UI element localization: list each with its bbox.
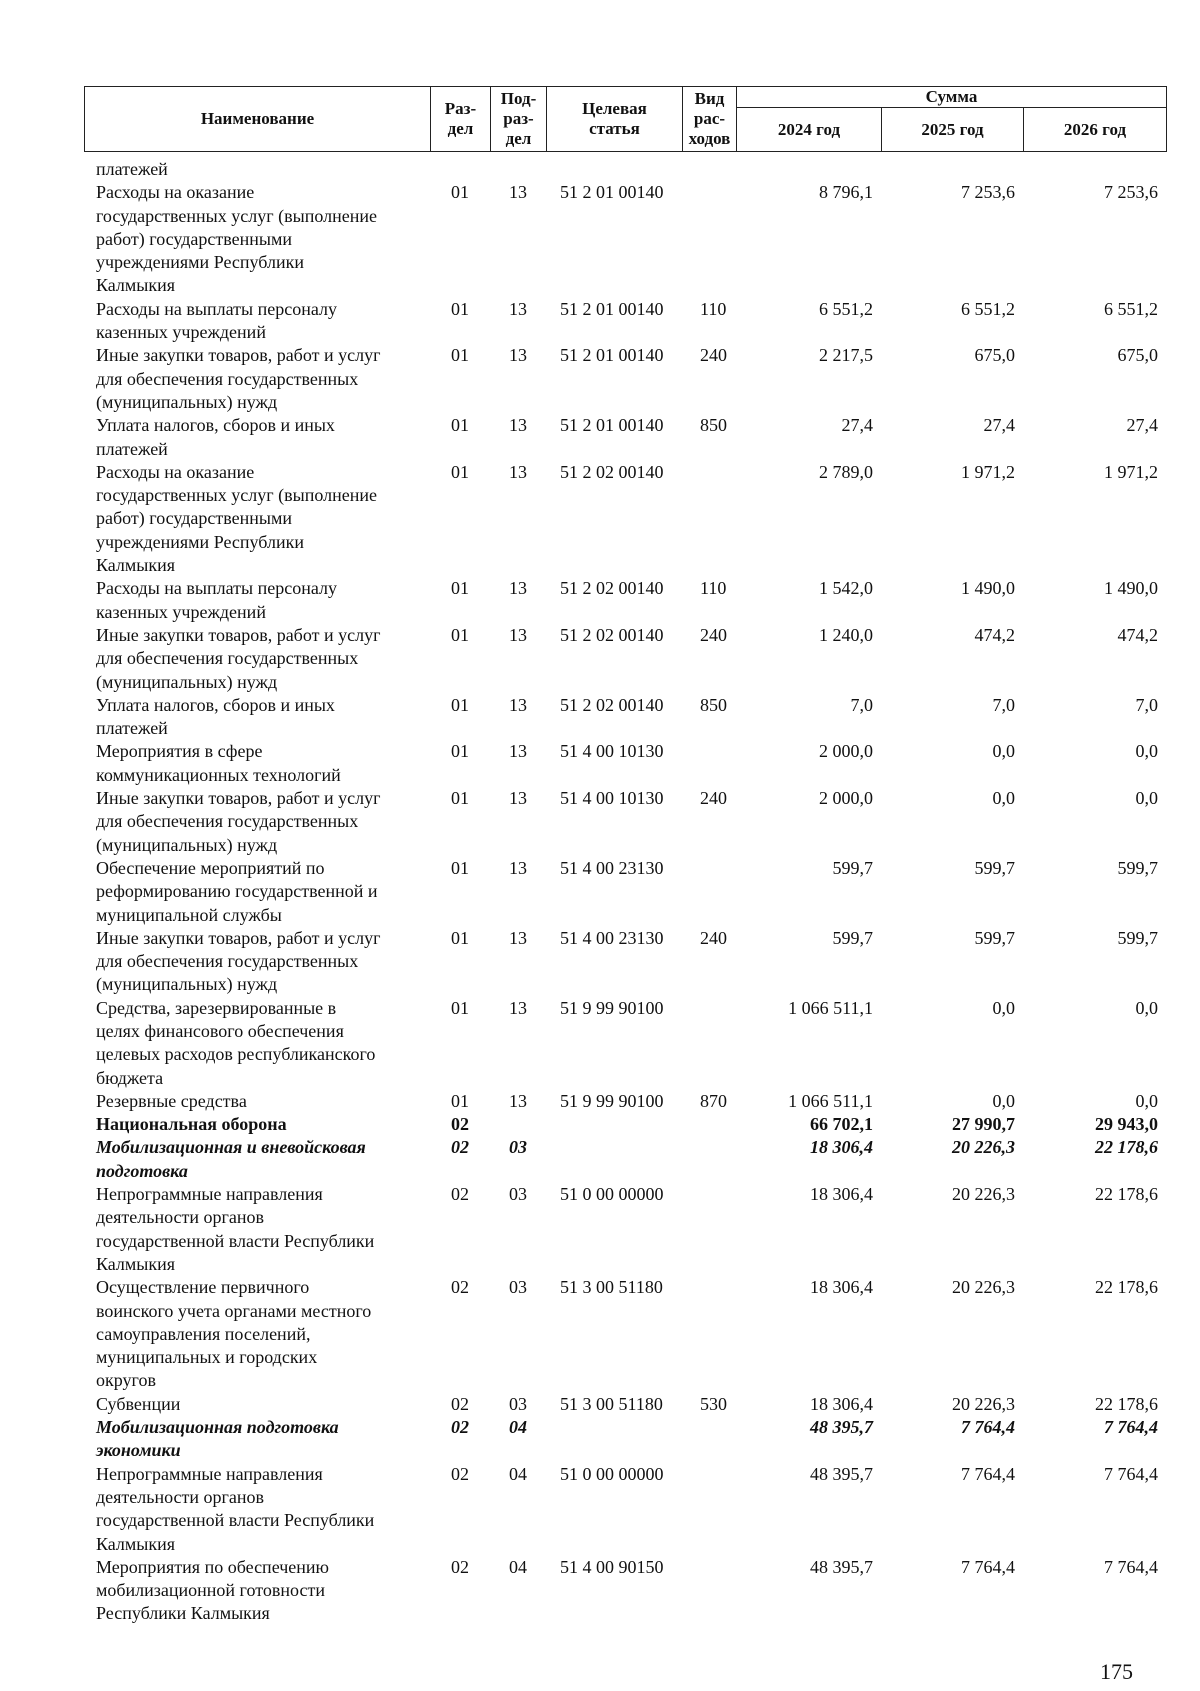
row-podrazdel: 03 (509, 1393, 527, 1414)
row-sum-2026 (1023, 158, 1166, 181)
row-sum-2024: 18 306,4 (810, 1137, 873, 1158)
header-celevaya-line: Целевая (582, 99, 647, 118)
row-sum-2026: 0,0 (1135, 741, 1158, 762)
row-name-line: (муниципальных) нужд (96, 834, 278, 855)
row-name-line: платежей (96, 159, 168, 179)
row-podrazdel: 13 (509, 298, 527, 319)
row-name (84, 787, 430, 857)
row-name (84, 1183, 430, 1276)
table-row (84, 1556, 1166, 1626)
row-name-line: Непрограммные направления (96, 1184, 323, 1205)
row-sum-2025: 7 764,4 (961, 1463, 1015, 1484)
row-podrazdel: 03 (509, 1277, 527, 1298)
row-name-line: Уплата налогов, сборов и иных (96, 694, 335, 715)
row-vid (682, 997, 736, 1090)
table-row (84, 624, 1166, 694)
row-name-line: Расходы на выплаты персоналу (96, 298, 337, 319)
row-vid (682, 1136, 736, 1183)
row-celevaya: 51 4 00 23130 (560, 927, 664, 948)
row-sum-2026: 7 764,4 (1104, 1556, 1158, 1577)
row-name-line: экономики (96, 1440, 181, 1461)
row-celevaya: 51 2 01 00140 (560, 298, 664, 319)
header-vid (683, 87, 737, 152)
row-razdel: 01 (451, 415, 469, 436)
row-name-line: казенных учреждений (96, 601, 266, 622)
row-podrazdel (490, 1113, 546, 1136)
row-name-line: (муниципальных) нужд (96, 671, 278, 692)
row-name-line: (муниципальных) нужд (96, 974, 278, 995)
page-number: 175 (1100, 1659, 1133, 1684)
row-celevaya: 51 2 02 00140 (560, 461, 664, 482)
row-sum-2026: 7 764,4 (1104, 1463, 1158, 1484)
header-vid-line: Вид (694, 89, 725, 108)
row-name-line: учреждениями Республики (96, 252, 304, 273)
row-vid (682, 181, 736, 297)
table-row (84, 461, 1166, 577)
row-sum-2024: 18 306,4 (810, 1277, 873, 1298)
row-razdel: 01 (451, 788, 469, 809)
row-name-line: муниципальных и городских (96, 1347, 318, 1368)
row-name-line: государственной власти Республики (96, 1230, 375, 1251)
row-name (84, 1556, 430, 1626)
table-row (84, 927, 1166, 997)
row-sum-2024: 8 796,1 (819, 182, 873, 203)
row-sum-2025: 27 990,7 (952, 1114, 1015, 1135)
row-sum-2025: 474,2 (974, 624, 1015, 645)
row-sum-2024: 2 000,0 (819, 741, 873, 762)
row-celevaya: 51 0 00 00000 (560, 1463, 664, 1484)
header-podrazdel-line: Под- (500, 89, 537, 108)
row-celevaya: 51 2 02 00140 (560, 624, 664, 645)
row-sum-2026: 675,0 (1117, 345, 1158, 366)
row-vid (682, 1416, 736, 1463)
row-podrazdel: 03 (509, 1184, 527, 1205)
table-row (84, 997, 1166, 1090)
row-celevaya: 51 4 00 10130 (560, 741, 664, 762)
row-name (84, 344, 430, 414)
row-name-line: мобилизационной готовности (96, 1580, 325, 1601)
row-name (84, 1276, 430, 1392)
row-vid: 850 (700, 694, 727, 715)
row-name-line: работ) государственными (96, 228, 293, 249)
row-celevaya (546, 158, 682, 181)
row-sum-2025: 7 764,4 (961, 1417, 1015, 1438)
row-podrazdel: 04 (509, 1556, 527, 1577)
header-razdel-line: дел (447, 119, 474, 138)
row-name-line: Калмыкия (96, 1253, 176, 1274)
row-name-line: Иные закупки товаров, работ и услуг (96, 624, 381, 645)
row-name-line: Уплата налогов, сборов и иных (96, 415, 335, 436)
row-razdel: 01 (451, 298, 469, 319)
row-sum-2024: 599,7 (832, 927, 873, 948)
row-name-line: Мобилизационная подготовка (96, 1417, 339, 1438)
row-name-line: для обеспечения государственных (96, 811, 359, 832)
budget-table (84, 158, 1166, 1626)
row-celevaya: 51 4 00 23130 (560, 857, 664, 878)
row-podrazdel: 13 (509, 857, 527, 878)
row-name-line: платежей (96, 718, 168, 739)
row-name (84, 1463, 430, 1556)
table-header (84, 86, 1167, 152)
row-celevaya (546, 1416, 682, 1463)
row-name-line: Средства, зарезервированные в (96, 997, 337, 1018)
row-name-line: Мероприятия по обеспечению (96, 1556, 329, 1577)
row-razdel: 02 (451, 1184, 469, 1205)
row-sum-2024: 2 000,0 (819, 788, 873, 809)
row-sum-2025 (881, 158, 1023, 181)
row-sum-2026: 599,7 (1117, 927, 1158, 948)
row-sum-2024: 18 306,4 (810, 1393, 873, 1414)
table-row (84, 1136, 1166, 1183)
row-razdel: 01 (451, 997, 469, 1018)
row-razdel: 02 (451, 1556, 469, 1577)
row-name-line: деятельности органов (96, 1486, 265, 1507)
row-name (84, 577, 430, 624)
row-podrazdel: 13 (509, 624, 527, 645)
row-razdel: 01 (451, 578, 469, 599)
row-name (84, 927, 430, 997)
row-celevaya: 51 4 00 10130 (560, 788, 664, 809)
row-celevaya: 51 9 99 90100 (560, 1090, 664, 1111)
row-sum-2025: 1 490,0 (961, 578, 1015, 599)
row-sum-2024: 6 551,2 (819, 298, 873, 319)
row-name-line: Калмыкия (96, 555, 176, 576)
row-name-line: деятельности органов (96, 1207, 265, 1228)
row-podrazdel: 13 (509, 578, 527, 599)
row-name-line: государственной власти Республики (96, 1510, 375, 1531)
row-name (84, 740, 430, 787)
row-sum-2024: 599,7 (832, 857, 873, 878)
row-sum-2025: 27,4 (983, 415, 1015, 436)
row-name-line: Республики Калмыкия (96, 1603, 270, 1624)
row-celevaya: 51 3 00 51180 (560, 1393, 663, 1414)
row-sum-2026: 0,0 (1135, 1090, 1158, 1111)
row-name-line: Непрограммные направления (96, 1463, 323, 1484)
row-sum-2026: 7 253,6 (1104, 182, 1158, 203)
row-podrazdel: 13 (509, 182, 527, 203)
row-name-line: (муниципальных) нужд (96, 391, 278, 412)
row-vid (682, 461, 736, 577)
row-celevaya: 51 4 00 90150 (560, 1556, 664, 1577)
row-sum-2025: 0,0 (992, 788, 1015, 809)
row-sum-2025: 7,0 (992, 694, 1015, 715)
row-name (84, 857, 430, 927)
table-row (84, 181, 1166, 297)
row-sum-2026: 29 943,0 (1095, 1114, 1158, 1135)
row-name-line: Иные закупки товаров, работ и услуг (96, 788, 381, 809)
table-row (84, 1276, 1166, 1392)
header-podrazdel-line: дел (505, 129, 532, 148)
table-row (84, 1416, 1166, 1463)
row-razdel: 01 (451, 345, 469, 366)
row-podrazdel: 04 (509, 1417, 527, 1438)
row-podrazdel: 13 (509, 461, 527, 482)
header-podrazdel (491, 87, 547, 152)
row-name-line: бюджета (96, 1067, 164, 1088)
table-row (84, 1183, 1166, 1276)
row-sum-2024: 1 066 511,1 (788, 1090, 873, 1111)
row-razdel: 02 (451, 1114, 469, 1135)
row-celevaya: 51 2 01 00140 (560, 415, 664, 436)
row-celevaya: 51 3 00 51180 (560, 1277, 663, 1298)
table-row (84, 694, 1166, 741)
budget-rows (84, 158, 1166, 1626)
header-year-2026: 2026 год (1024, 108, 1167, 152)
row-podrazdel: 13 (509, 927, 527, 948)
header-summa: Сумма (737, 87, 1167, 108)
row-sum-2024: 2 789,0 (819, 461, 873, 482)
row-sum-2026: 1 971,2 (1104, 461, 1158, 482)
row-sum-2024: 1 240,0 (819, 624, 873, 645)
row-sum-2026: 22 178,6 (1095, 1277, 1158, 1298)
row-razdel: 02 (451, 1417, 469, 1438)
row-sum-2025: 20 226,3 (952, 1137, 1015, 1158)
row-name (84, 1136, 430, 1183)
row-sum-2025: 20 226,3 (952, 1184, 1015, 1205)
row-sum-2025: 599,7 (974, 857, 1015, 878)
row-name (84, 1393, 430, 1416)
row-name-line: Расходы на оказание (96, 182, 255, 203)
row-sum-2026: 22 178,6 (1095, 1393, 1158, 1414)
row-name (84, 414, 430, 461)
row-name-line: для обеспечения государственных (96, 648, 359, 669)
row-name-line: казенных учреждений (96, 322, 266, 343)
row-sum-2025: 7 253,6 (961, 182, 1015, 203)
row-name (84, 1113, 430, 1136)
row-name-line: Национальная оборона (96, 1114, 287, 1135)
table-row (84, 298, 1166, 345)
row-name-line: самоуправления поселений, (96, 1323, 311, 1344)
row-name (84, 298, 430, 345)
row-razdel: 01 (451, 927, 469, 948)
row-razdel: 02 (451, 1463, 469, 1484)
row-podrazdel: 13 (509, 415, 527, 436)
row-name (84, 1090, 430, 1113)
row-vid: 870 (700, 1090, 727, 1111)
table-row (84, 857, 1166, 927)
row-vid (682, 740, 736, 787)
row-sum-2024 (736, 158, 881, 181)
row-vid: 240 (700, 345, 727, 366)
row-sum-2025: 0,0 (992, 1090, 1015, 1111)
row-name (84, 181, 430, 297)
row-sum-2024: 48 395,7 (810, 1417, 873, 1438)
row-sum-2025: 0,0 (992, 997, 1015, 1018)
row-name (84, 461, 430, 577)
row-sum-2025: 20 226,3 (952, 1393, 1015, 1414)
row-vid (682, 857, 736, 927)
row-razdel (430, 158, 490, 181)
row-sum-2026: 22 178,6 (1095, 1184, 1158, 1205)
row-razdel: 02 (451, 1277, 469, 1298)
row-podrazdel: 13 (509, 788, 527, 809)
row-vid (682, 1556, 736, 1626)
table-row (84, 787, 1166, 857)
row-vid: 530 (700, 1393, 727, 1414)
row-name-line: муниципальной службы (96, 904, 282, 925)
row-celevaya (546, 1136, 682, 1183)
row-name-line: для обеспечения государственных (96, 368, 359, 389)
row-podrazdel: 03 (509, 1137, 527, 1158)
row-podrazdel: 13 (509, 694, 527, 715)
table-row (84, 158, 1166, 181)
table-row (84, 414, 1166, 461)
row-razdel: 01 (451, 1090, 469, 1111)
row-name-line: работ) государственными (96, 508, 293, 529)
row-name (84, 1416, 430, 1463)
table-row (84, 577, 1166, 624)
row-sum-2024: 48 395,7 (810, 1556, 873, 1577)
row-name-line: Калмыкия (96, 1533, 176, 1554)
row-name-line: Иные закупки товаров, работ и услуг (96, 927, 381, 948)
row-name-line: Мероприятия в сфере (96, 741, 263, 762)
row-name-line: коммуникационных технологий (96, 764, 341, 785)
row-sum-2026: 474,2 (1117, 624, 1158, 645)
row-name-line: Расходы на выплаты персоналу (96, 578, 337, 599)
row-razdel: 02 (451, 1137, 469, 1158)
header-celevaya (547, 87, 683, 152)
row-sum-2025: 6 551,2 (961, 298, 1015, 319)
row-name-line: для обеспечения государственных (96, 951, 359, 972)
header-vid-line: ходов (688, 129, 731, 148)
header-celevaya-line: статья (589, 119, 640, 138)
row-name-line: государственных услуг (выполнение (96, 485, 377, 506)
row-vid (682, 1463, 736, 1556)
row-podrazdel (490, 158, 546, 181)
row-vid (682, 1113, 736, 1136)
row-name (84, 624, 430, 694)
row-sum-2025: 0,0 (992, 741, 1015, 762)
row-name-line: подготовка (96, 1160, 188, 1181)
row-razdel: 01 (451, 694, 469, 715)
row-sum-2025: 599,7 (974, 927, 1015, 948)
table-row (84, 740, 1166, 787)
header-year-2024: 2024 год (737, 108, 882, 152)
row-sum-2026: 27,4 (1126, 415, 1158, 436)
row-vid (682, 1276, 736, 1392)
header-vid-line: рас- (693, 109, 726, 128)
table-row (84, 1393, 1166, 1416)
row-name-line: государственных услуг (выполнение (96, 205, 377, 226)
row-name-line: Обеспечение мероприятий по (96, 857, 325, 878)
table-row (84, 1090, 1166, 1113)
row-name-line: Осуществление первичного (96, 1277, 310, 1298)
header-razdel-line: Раз- (444, 99, 477, 118)
row-sum-2026: 0,0 (1135, 788, 1158, 809)
header-name: Наименование (85, 87, 431, 152)
row-sum-2024: 2 217,5 (819, 345, 873, 366)
row-razdel: 01 (451, 182, 469, 203)
row-sum-2024: 27,4 (841, 415, 873, 436)
row-sum-2026: 7,0 (1135, 694, 1158, 715)
row-sum-2025: 20 226,3 (952, 1277, 1015, 1298)
row-podrazdel: 13 (509, 741, 527, 762)
row-sum-2026: 6 551,2 (1104, 298, 1158, 319)
row-name (84, 694, 430, 741)
row-sum-2026: 7 764,4 (1104, 1417, 1158, 1438)
row-podrazdel: 13 (509, 997, 527, 1018)
row-celevaya: 51 9 99 90100 (560, 997, 664, 1018)
row-name-line: Субвенции (96, 1393, 181, 1414)
row-sum-2024: 7,0 (850, 694, 873, 715)
row-vid: 850 (700, 415, 727, 436)
row-sum-2026: 1 490,0 (1104, 578, 1158, 599)
row-sum-2025: 675,0 (974, 345, 1015, 366)
row-razdel: 01 (451, 624, 469, 645)
row-sum-2024: 18 306,4 (810, 1184, 873, 1205)
row-vid: 110 (700, 298, 727, 319)
table-row (84, 344, 1166, 414)
row-podrazdel: 13 (509, 345, 527, 366)
row-sum-2025: 1 971,2 (961, 461, 1015, 482)
row-razdel: 01 (451, 461, 469, 482)
row-razdel: 01 (451, 741, 469, 762)
row-name-line: учреждениями Республики (96, 531, 304, 552)
row-celevaya: 51 2 01 00140 (560, 182, 664, 203)
row-name-line: Резервные средства (96, 1090, 247, 1111)
row-name-line: целях финансового обеспечения (96, 1020, 344, 1041)
row-name-line: платежей (96, 438, 168, 459)
row-podrazdel: 13 (509, 1090, 527, 1111)
row-razdel: 02 (451, 1393, 469, 1414)
row-name-line: целевых расходов республиканского (96, 1044, 376, 1065)
row-name-line: Мобилизационная и вневойсковая (96, 1137, 366, 1158)
row-vid: 240 (700, 788, 727, 809)
table-row (84, 1463, 1166, 1556)
row-vid: 110 (700, 578, 727, 599)
row-name-line: Расходы на оказание (96, 461, 255, 482)
row-celevaya (546, 1113, 682, 1136)
row-name (84, 997, 430, 1090)
row-celevaya: 51 2 02 00140 (560, 578, 664, 599)
row-razdel: 01 (451, 857, 469, 878)
row-name (84, 158, 430, 181)
header-podrazdel-line: раз- (503, 109, 534, 128)
row-sum-2026: 22 178,6 (1095, 1137, 1158, 1158)
row-name-line: округов (96, 1370, 156, 1391)
row-name-line: Иные закупки товаров, работ и услуг (96, 345, 381, 366)
row-sum-2024: 1 542,0 (819, 578, 873, 599)
row-name-line: реформированию государственной и (96, 881, 378, 902)
row-vid: 240 (700, 624, 727, 645)
row-sum-2026: 0,0 (1135, 997, 1158, 1018)
row-vid: 240 (700, 927, 727, 948)
row-name-line: Калмыкия (96, 275, 176, 296)
header-year-2025: 2025 год (882, 108, 1024, 152)
row-name-line: воинского учета органами местного (96, 1300, 372, 1321)
row-sum-2024: 1 066 511,1 (788, 997, 873, 1018)
row-celevaya: 51 2 01 00140 (560, 345, 664, 366)
row-vid (682, 158, 736, 181)
row-celevaya: 51 0 00 00000 (560, 1184, 664, 1205)
table-row (84, 1113, 1166, 1136)
row-podrazdel: 04 (509, 1463, 527, 1484)
header-razdel (431, 87, 491, 152)
row-sum-2024: 66 702,1 (810, 1114, 873, 1135)
row-vid (682, 1183, 736, 1276)
row-sum-2026: 599,7 (1117, 857, 1158, 878)
row-sum-2025: 7 764,4 (961, 1556, 1015, 1577)
row-sum-2024: 48 395,7 (810, 1463, 873, 1484)
row-celevaya: 51 2 02 00140 (560, 694, 664, 715)
